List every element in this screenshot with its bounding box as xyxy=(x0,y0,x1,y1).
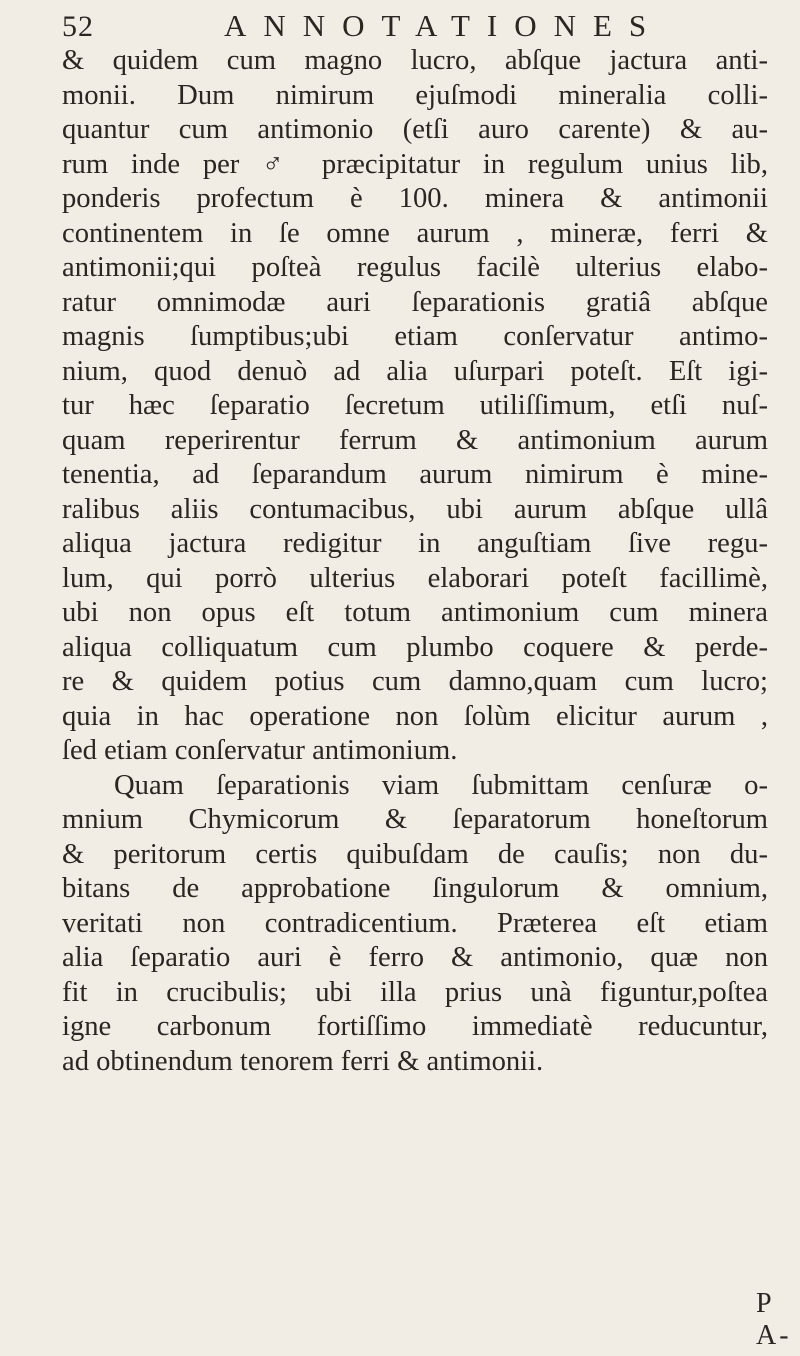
text-line: mnium Chymicorum & ſeparatorum honeſtorum xyxy=(62,804,768,835)
catchword: P A- xyxy=(756,1288,792,1351)
text-line: Quam ſeparationis viam ſubmittam cenſuræ o- xyxy=(114,769,768,801)
text-line: aliqua jactura redigitur in anguſtiam ſive regu- xyxy=(62,528,768,559)
text-line: rum inde per ♂ præcipitatur in regulum unius lib, xyxy=(62,148,768,180)
text-line: ponderis profectum è 100. minera & antimonii xyxy=(62,183,768,214)
text-line: veritati non contradicentium. Præterea eſt etiam xyxy=(62,907,768,939)
text-line: lum, qui porrò ulterius elaborari poteſt facillimè, xyxy=(62,562,768,594)
text-line: tur hæc ſeparatio ſecretum utiliſſimum, etſi nuſ- xyxy=(62,390,768,421)
text-line: & peritorum certis quibuſdam de cauſis; non du- xyxy=(62,838,768,870)
body-text xyxy=(62,44,768,1079)
text-line: alia ſeparatio auri è ferro & antimonio, quæ non xyxy=(62,942,768,973)
text-line: nium, quod denuò ad alia uſurpari poteſt. Eſt igi- xyxy=(62,355,768,387)
text-line: & quidem cum magno lucro, abſque jactura anti- xyxy=(62,45,768,76)
text-line: antimonii;qui poſteà regulus facilè ulterius elabo- xyxy=(62,252,768,283)
text-line: magnis ſumptibus;ubi etiam conſervatur antimo- xyxy=(62,321,768,352)
page-number: 52 xyxy=(62,10,94,43)
text-line: aliqua colliquatum cum plumbo coquere & perde- xyxy=(62,631,768,663)
text-line: continentem in ſe omne aurum , mineræ, ferri & xyxy=(62,217,768,249)
text-line: igne carbonum fortiſſimo immediatè reducuntur, xyxy=(62,1011,768,1042)
text-line: ubi non opus eſt totum antimonium cum minera xyxy=(62,597,768,628)
text-line: ratur omnimodæ auri ſeparationis gratiâ abſque xyxy=(62,286,768,318)
text-line: quam reperirentur ferrum & antimonium aurum xyxy=(62,424,768,456)
running-head: ANNOTATIONES xyxy=(224,8,664,43)
paragraph-2 xyxy=(62,769,768,1080)
text-line: ralibus aliis contumacibus, ubi aurum abſque ullâ xyxy=(62,493,768,525)
text-line: re & quidem potius cum damno,quam cum lucro; xyxy=(62,666,768,697)
page-header xyxy=(62,6,762,46)
text-line: monii. Dum nimirum ejuſmodi mineralia colli- xyxy=(62,79,768,111)
text-line: ſed etiam conſervatur antimonium. xyxy=(62,735,458,766)
text-line: fit in crucibulis; ubi illa prius unà figuntur,poſtea xyxy=(62,976,768,1008)
text-line: bitans de approbatione ſingulorum & omnium, xyxy=(62,873,768,904)
text-line: quantur cum antimonio (etſi auro carente) & au- xyxy=(62,114,768,145)
paragraph-1 xyxy=(62,44,768,769)
text-line: ad obtinendum tenorem ferri & antimonii. xyxy=(62,1045,544,1077)
text-line: tenentia, ad ſeparandum aurum nimirum è mine- xyxy=(62,459,768,490)
text-line: quia in hac operatione non ſolùm elicitur aurum , xyxy=(62,700,768,732)
